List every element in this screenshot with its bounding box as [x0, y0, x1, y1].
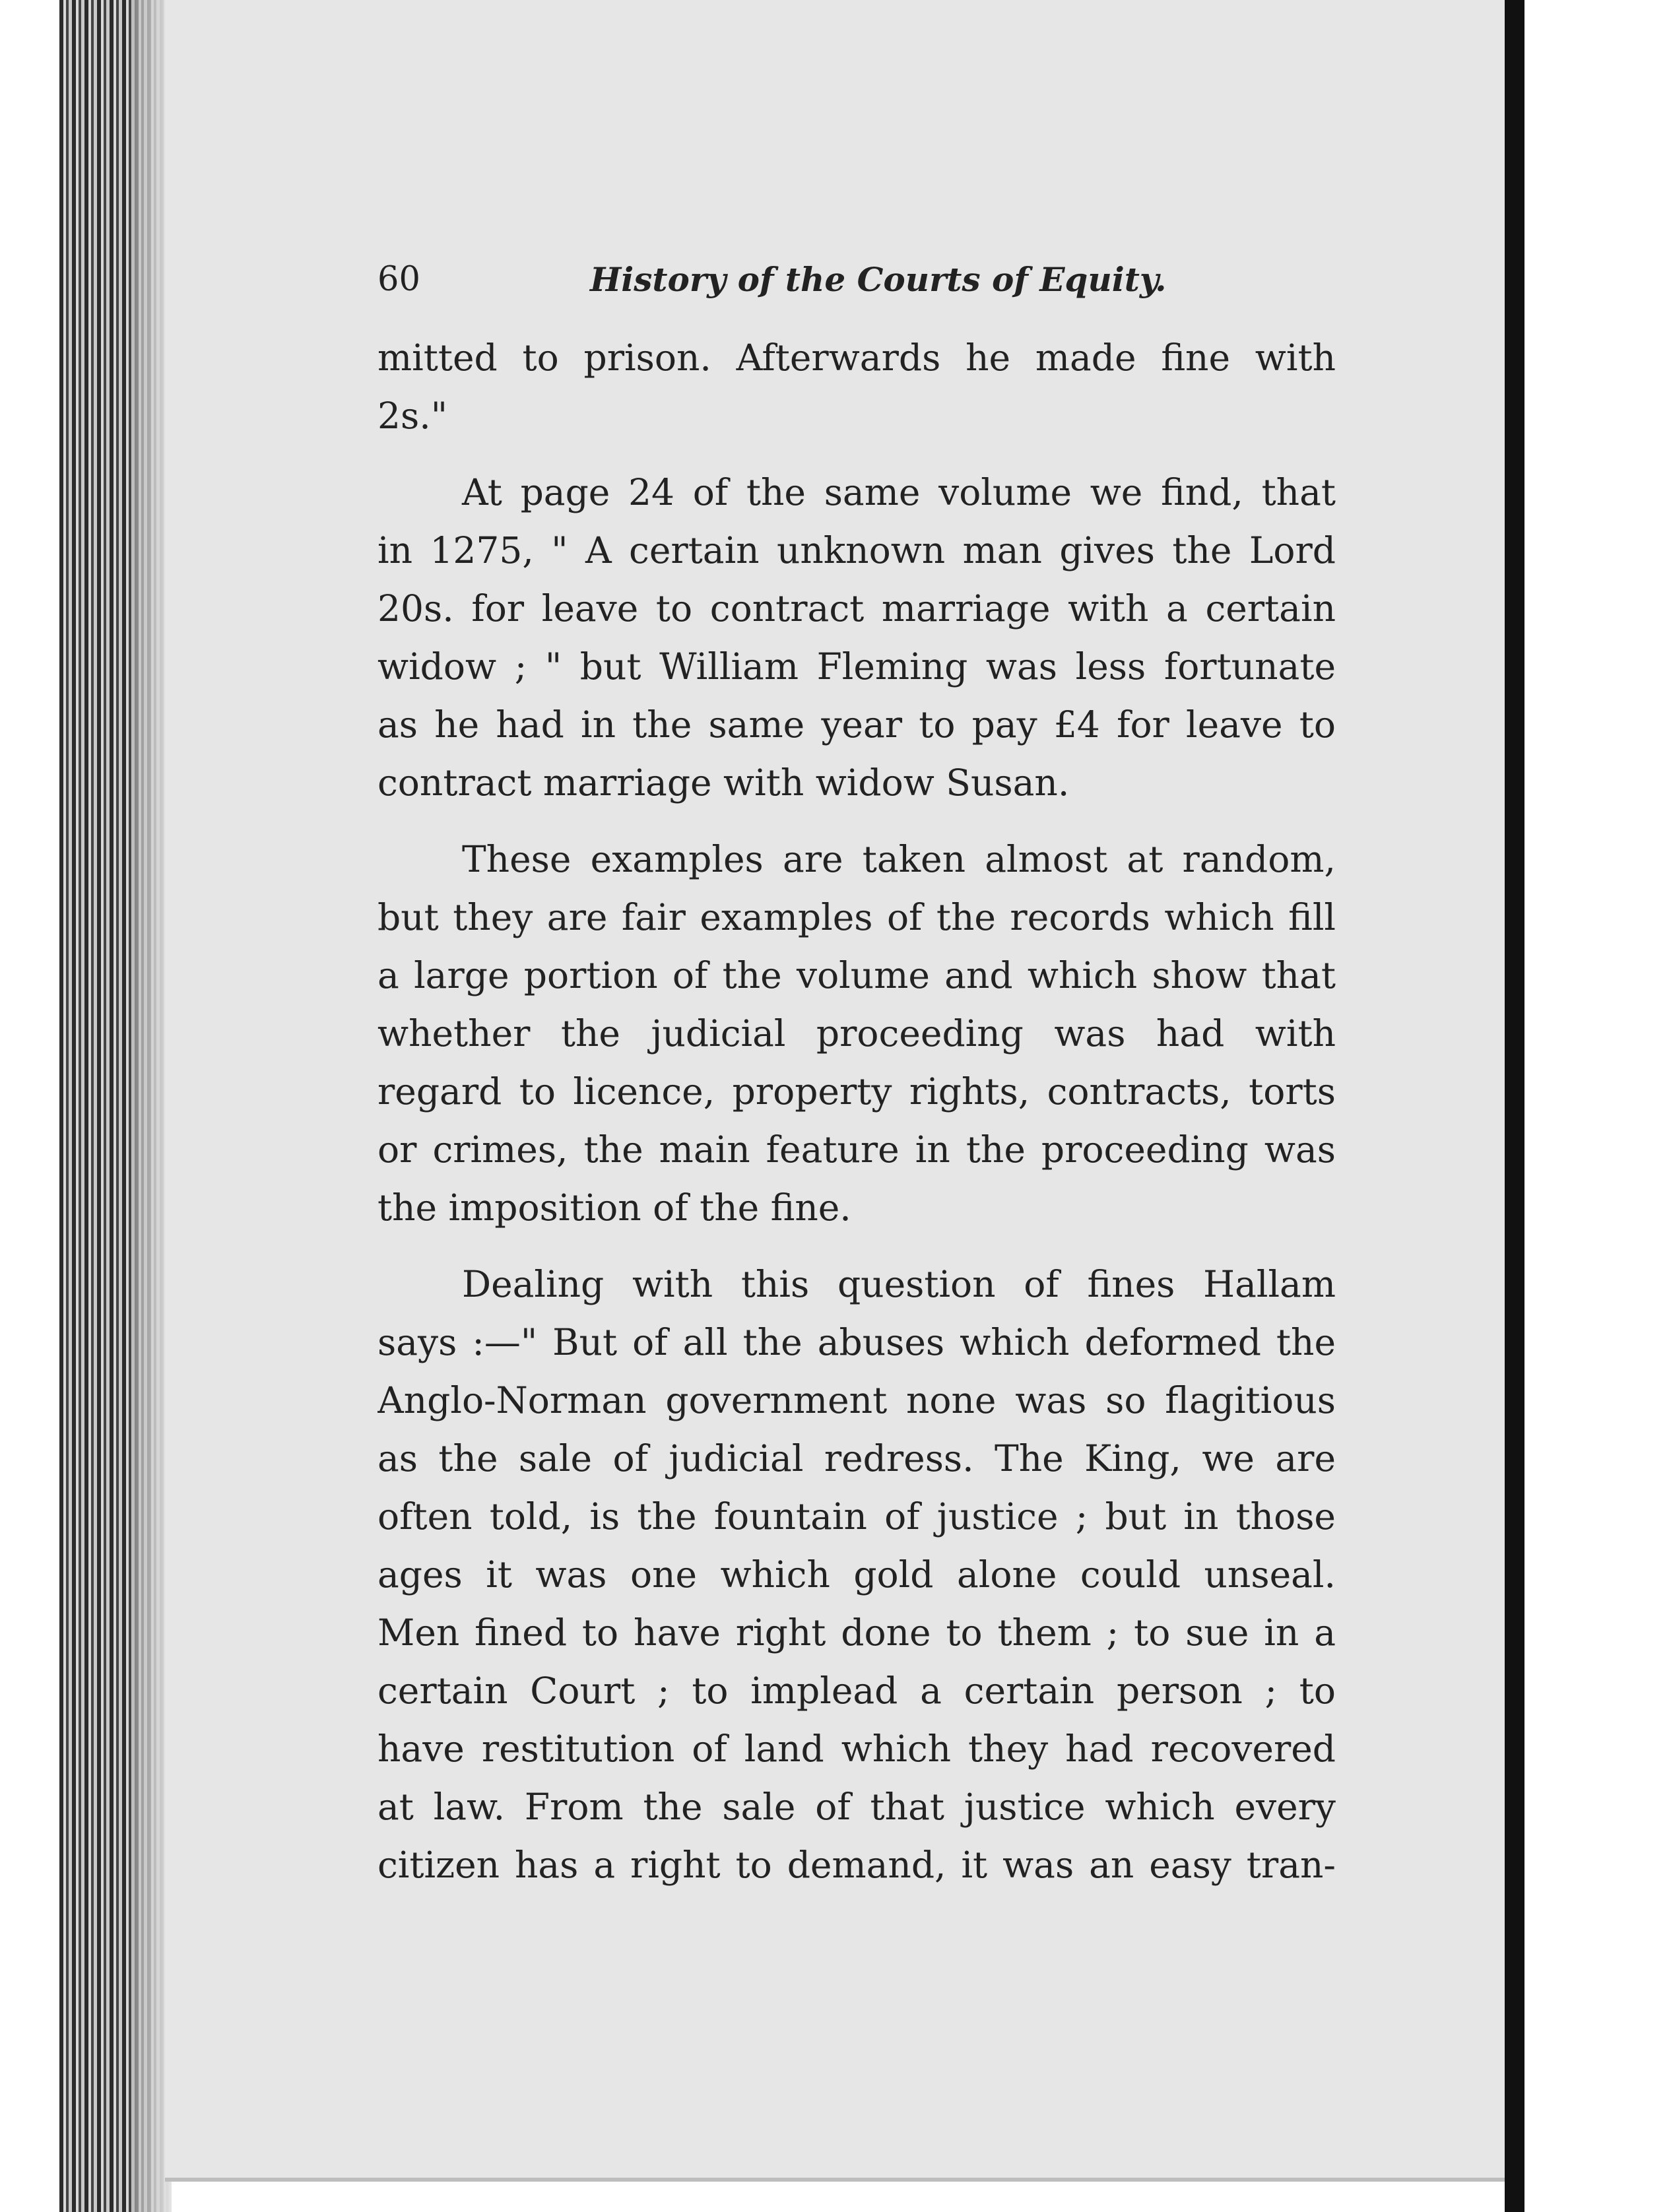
text-line: certain Court ; to implead a certain person ; to: [377, 1670, 1336, 1712]
text-line: in 1275, " A certain unknown man gives the Lord: [377, 529, 1336, 571]
book-spine: [1505, 0, 1524, 2212]
page-text: [377, 251, 1336, 1894]
paragraph-1: [377, 329, 1336, 445]
text-line: a large portion of the volume and which show that: [377, 954, 1336, 996]
text-line: widow ; " but William Fleming was less fortunate: [377, 645, 1336, 688]
text-line: 20s. for leave to contract marriage with a certain: [377, 587, 1336, 630]
running-title: History of the Courts of Equity.: [590, 260, 1167, 299]
facing-page-edge: [1524, 0, 1671, 2212]
text-line: or crimes, the main feature in the proceeding was: [377, 1128, 1336, 1171]
text-line: regard to licence, property rights, contracts, torts: [377, 1070, 1336, 1113]
text-line: These examples are taken almost at random,: [462, 838, 1336, 880]
page-number: 60: [377, 260, 420, 299]
text-line: as the sale of judicial redress. The King, we are: [377, 1437, 1336, 1480]
paragraph-4: [377, 1255, 1336, 1894]
text-line: often told, is the fountain of justice ; but in those: [377, 1495, 1336, 1538]
text-line: ages it was one which gold alone could unseal.: [377, 1553, 1336, 1596]
text-line: says :—" But of all the abuses which deformed the: [377, 1321, 1336, 1363]
text-line: Dealing with this question of fines Hallam: [462, 1263, 1336, 1305]
text-line: the imposition of the fine.: [377, 1187, 851, 1229]
text-line: at law. From the sale of that justice which every: [377, 1786, 1336, 1828]
text-line: At page 24 of the same volume we find, that: [462, 471, 1336, 513]
text-line: Anglo-Norman government none was so flagitious: [377, 1379, 1336, 1421]
text-line: have restitution of land which they had recovered: [377, 1728, 1336, 1770]
text-line: as he had in the same year to pay £4 for leave to: [377, 703, 1336, 746]
running-header: [377, 251, 1336, 309]
text-line: citizen has a right to demand, it was an easy tran-: [377, 1844, 1336, 1886]
paragraph-3: [377, 830, 1336, 1237]
text-line: whether the judicial proceeding was had with: [377, 1012, 1336, 1055]
text-line: contract marriage with widow Susan.: [377, 762, 1070, 804]
paragraph-2: [377, 463, 1336, 812]
text-line: Men fined to have right done to them ; to sue in a: [377, 1611, 1336, 1654]
text-line: but they are fair examples of the records which fill: [377, 896, 1336, 938]
text-line: mitted to prison. Afterwards he made fine with: [377, 337, 1336, 379]
text-line: 2s.": [377, 395, 447, 437]
